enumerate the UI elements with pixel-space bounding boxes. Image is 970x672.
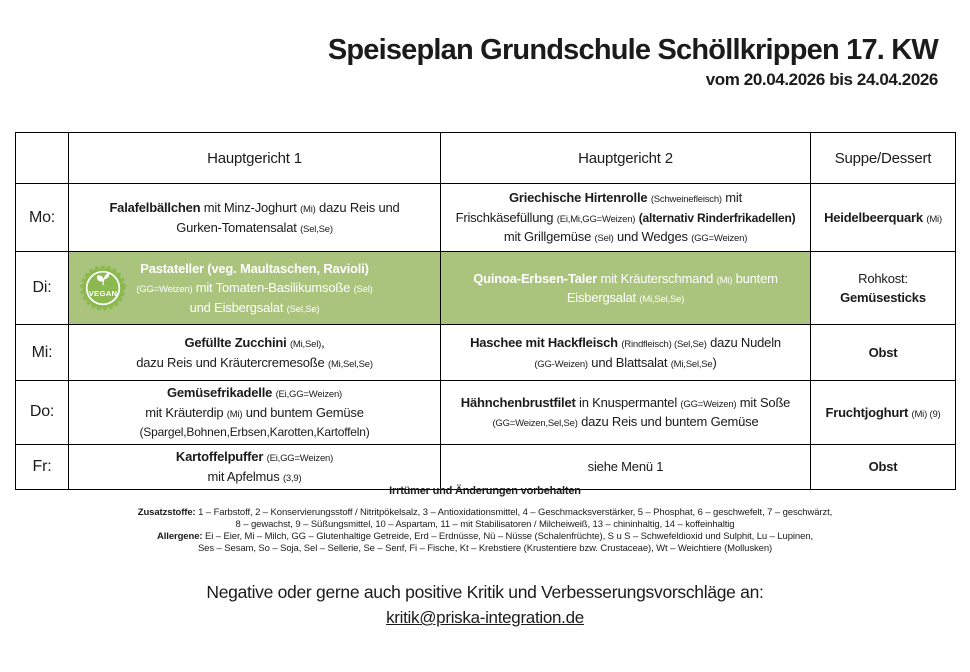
menu-cell-dessert [811,444,956,489]
menu-cell-main1 [69,184,441,252]
allergens-note-line1 [0,531,970,543]
menu-text-segment: (Ei,GG=Weizen) [266,453,334,464]
menu-cell-main1 [69,444,441,489]
menu-line [817,457,949,477]
allergens-text1: Ei – Eier, Mi – Milch, GG – Glutenhaltige Getreide, Erd – Erdnüsse, Nü – Nüsse (Schalenfrüchte), S u S – Schwefeldioxid und Sulphit, Lu – Lupinen, [205,531,813,542]
feedback-text: Negative oder gerne auch positive Kritik und Verbesserungsvorschläge an: [206,582,764,602]
day-label: Mi: [16,325,69,381]
menu-cell-main1 [69,325,441,381]
menu-text-segment: mit Apfelmus [207,468,283,484]
allergens-label: Allergene: [156,531,203,542]
menu-text-segment: (Schweinefleisch) [650,194,722,206]
menu-cell-main2 [441,325,811,381]
menu-cell-main2 [441,381,811,445]
menu-text-segment: Obst [868,458,898,474]
disclaimer-text: Irrtümer und Änderungen vorbehalten [389,485,581,497]
menu-line [447,412,804,432]
menu-line [447,269,804,289]
menu-line [447,188,804,208]
feedback-block [0,582,970,628]
menu-text-segment: , [321,335,325,350]
menu-text-segment: (Mi) (9) [911,408,941,420]
additives-note-line1 [0,507,970,519]
menu-line [75,353,434,373]
menu-text-segment: Heidelbeerquark [824,209,927,225]
menu-line [75,447,434,467]
menu-cell-dessert [811,381,956,445]
menu-text-segment: (Mi) [300,204,316,215]
menu-line [447,393,804,413]
header-row [16,133,956,184]
menu-cell-main2 [441,184,811,252]
menu-text-segment: (Mi,Sel) [289,339,322,350]
menu-text-segment: (GG=Weizen) [680,398,737,410]
menu-text-segment: (Rindfleisch) (Sel,Se) [621,339,707,350]
menu-text-segment: mit Soße [736,394,791,410]
menu-line [75,218,434,238]
menu-line [817,403,949,423]
menu-text-segment: (GG=Weizen) [136,284,193,296]
menu-line [447,333,804,353]
menu-cell-dessert [811,252,956,325]
menu-text-segment: (Sel,Se) [286,303,320,315]
menu-cell-dessert [811,325,956,381]
menu-text-segment: und Wedges [613,229,692,245]
menu-text-segment: Eisbergsalat [566,290,640,305]
footnotes-block [0,507,970,555]
vegan-badge-icon [79,264,127,312]
menu-table-body [16,184,956,490]
menu-text-segment: (Mi,Sel,Se [670,358,713,370]
menu-text-segment: dazu Reis und buntem Gemüse [577,414,759,430]
menu-line [447,227,804,247]
menu-line [817,288,949,308]
menu-line [817,269,949,289]
additives-text1: 1 – Farbstoff, 2 – Konservierungsstoff / Nitritpökelsalz, 3 – Antioxidationsmittel, 4 – Geschmacksverstärker, 5 – Phosphat, 6 – geschwefelt, 7 – geschwärzt, [198,507,833,518]
page-subtitle: vom 20.04.2026 bis 24.04.2026 [705,70,938,89]
menu-line [447,353,804,373]
day-label: Mo: [16,184,69,252]
menu-text-segment: siehe Menü 1 [587,458,664,474]
menu-text-segment: Fruchtjoghurt [825,404,912,420]
menu-cell-dessert [811,184,956,252]
menu-text-segment: Gurken-Tomatensalat [176,219,301,235]
menu-text-segment: Frischkäsefüllung [455,209,557,225]
menu-text-segment: mit [721,190,743,206]
feedback-email-link[interactable]: kritik@priska-integration.de [386,608,584,627]
menu-text-segment: mit Kräuterdip [145,404,227,420]
column-header-main1: Hauptgericht 1 [69,133,441,184]
day-label: Di: [16,252,69,325]
column-header-main2: Hauptgericht 2 [441,133,811,184]
menu-line [75,198,434,218]
menu-table [15,132,956,490]
menu-line [75,259,434,279]
menu-text-segment: (Mi) [716,274,733,286]
menu-text-segment: (GG-Weizen) [534,358,588,370]
menu-text-segment: und buntem Gemüse [242,404,364,420]
menu-line [447,208,804,228]
menu-text-segment: und Blattsalat [587,354,671,370]
menu-text-segment: Gemüsesticks [840,290,926,305]
day-label: Do: [16,381,69,445]
menu-text-segment: ) [712,354,717,370]
menu-text-segment: Hähnchenbrustfilet [460,394,576,410]
menu-line [75,298,434,318]
menu-row [16,444,956,489]
page-title: Speiseplan Grundschule Schöllkrippen 17. KW [327,34,938,66]
additives-label: Zusatzstoffe: [137,507,196,518]
menu-text-segment: dazu Nudeln [706,335,781,350]
menu-text-segment: Rohkost: [858,270,908,286]
column-header-dessert: Suppe/Dessert [811,133,956,184]
menu-text-segment: (GG=Weizen,Sel,Se) [492,418,578,430]
menu-text-segment: buntem [732,270,778,286]
menu-line [75,383,434,403]
menu-text-segment: (Sel) [353,284,373,296]
menu-text-segment: (Sel) [594,233,614,245]
menu-line [75,278,434,298]
menu-text-segment: (Mi) [226,408,243,420]
menu-text-segment: mit Minz-Joghurt [200,200,301,215]
menu-text-segment: Falafelbällchen [109,200,201,215]
menu-text-segment: mit Tomaten-Basilikumsoße [192,280,354,296]
menu-line [817,343,949,363]
menu-text-segment: (Ei,GG=Weizen) [275,389,343,400]
menu-text-segment: und Eisbergsalat [189,299,287,315]
menu-row [16,252,956,325]
menu-text-segment: mit Grillgemüse [503,229,595,245]
menu-text-segment: dazu Reis und Kräutercremesoße [136,354,328,370]
menu-text-segment: (Sel,Se) [300,223,333,235]
menu-row [16,381,956,445]
menu-line [447,288,804,308]
svg-text:VEGAN: VEGAN [88,289,118,299]
menu-line [75,403,434,423]
menu-cell-main2 [441,252,811,325]
menu-line [75,333,434,353]
menu-line [447,457,804,477]
day-label: Fr: [16,444,69,489]
menu-cell-main1 [69,252,441,325]
menu-text-segment: Haschee mit Hackfleisch [470,335,622,350]
menu-text-segment: (3,9) [282,472,302,484]
additives-note-line2: 8 – gewachst, 9 – Süßungsmittel, 10 – Aspartam, 11 – mit Stabilisatoren / Milcheiweiß, 13 – chininhaltig, 14 – koffeinhaltig [235,519,735,530]
title-block [328,34,938,90]
menu-text-segment: (GG=Weizen) [691,233,748,245]
menu-text-segment: dazu Reis und [315,200,400,215]
menu-text-segment: (Mi) [926,213,942,225]
allergens-note-line2: Ses – Sesam, So – Soja, Sel – Sellerie, Se – Senf, Fi – Fische, Kt – Krebstiere (Krustentiere bzw. Crustaceae), Wt – Weichtiere (Mollusken) [197,543,773,554]
menu-line [817,208,949,228]
menu-text-segment: mit Kräuterschmand [597,270,717,286]
menu-line [75,467,434,487]
menu-text-segment: (Spargel,Bohnen,Erbsen,Karotten,Kartoffeln) [139,425,370,439]
menu-text-segment: Gefüllte Zucchini [184,335,290,350]
menu-text-segment: Obst [868,344,898,360]
menu-text-segment: Griechische Hirtenrolle [508,190,651,206]
menu-text-segment: (Mi,Sel,Se) [639,294,685,305]
menu-text-segment: Quinoa-Erbsen-Taler [473,270,598,286]
menu-row [16,325,956,381]
menu-text-segment: in Knuspermantel [575,394,681,410]
menu-table-header [16,133,956,184]
menu-cell-main2 [441,444,811,489]
menu-text-segment: (Ei,Mi,GG=Weizen) [556,213,636,225]
menu-text-segment: (Mi,Sel,Se) [328,358,373,370]
menu-line [75,422,434,442]
menu-text-segment: (alternativ Rinderfrikadellen) [638,210,796,225]
menu-row [16,184,956,252]
column-header-day [16,133,69,184]
menu-text-segment: Pastateller (veg. Maultaschen, Ravioli) [140,260,369,276]
menu-text-segment: Gemüsefrikadelle [166,385,276,400]
menu-cell-main1 [69,381,441,445]
menu-text-segment: Kartoffelpuffer [175,449,267,464]
